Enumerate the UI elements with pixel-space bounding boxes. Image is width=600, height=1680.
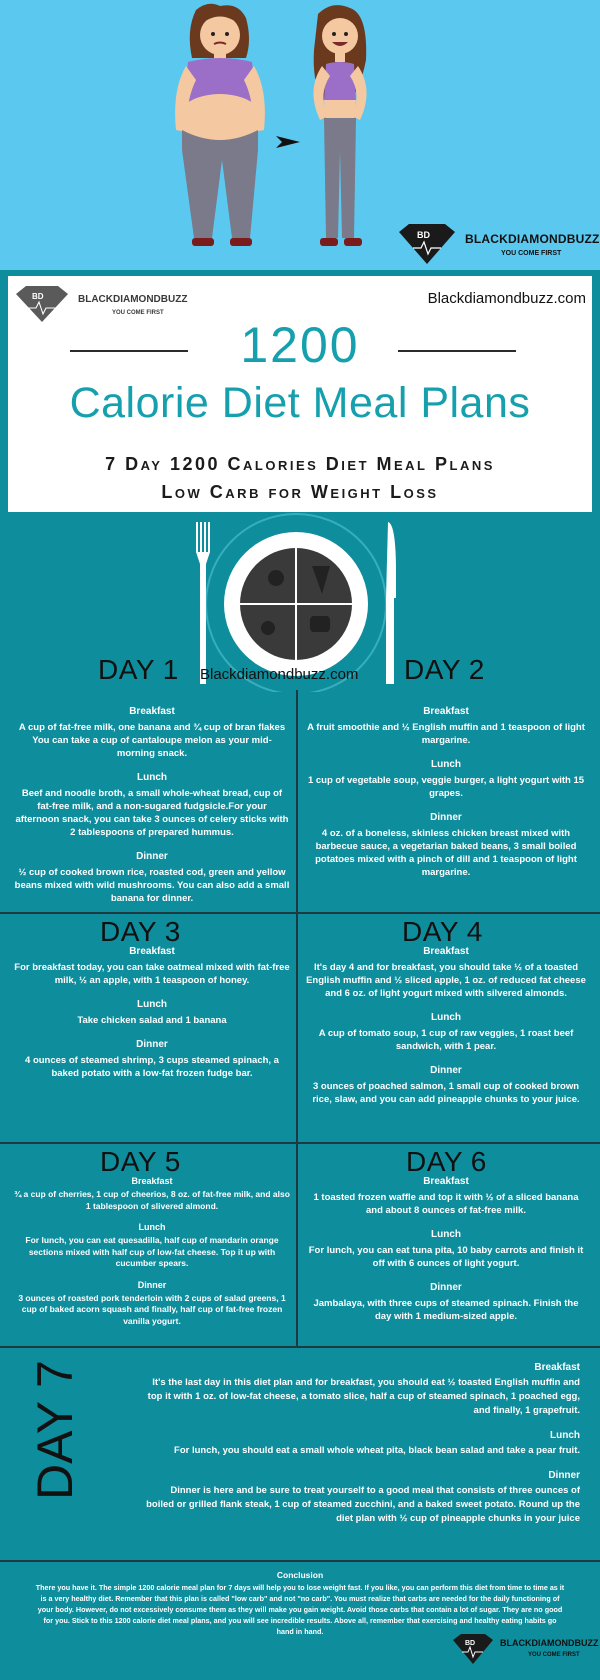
- meal-text: 4 ounces of steamed shrimp, 3 cups steamed spinach, a baked potato with a low-fat frozen fudge bar.: [25, 1055, 279, 1079]
- bread-icon: [261, 621, 275, 635]
- day-5-meals: [14, 1176, 290, 1337]
- conclusion: [10, 1570, 590, 1637]
- brand-tagline: YOU COME FIRST: [528, 1652, 580, 1658]
- subtitle-line-1: 7 Day 1200 Calories Diet Meal Plans: [105, 454, 495, 474]
- brand-tagline: YOU COME FIRST: [501, 250, 562, 257]
- meal-heading: Lunch: [550, 1430, 580, 1441]
- meal-heading: Breakfast: [423, 946, 469, 957]
- meal-text: 1 cup of vegetable soup, veggie burger, a light yogurt with 15 grapes.: [307, 775, 585, 799]
- brand-name: BLACKDIAMONDBUZZ: [465, 232, 600, 246]
- meal-text: For lunch, you can eat quesadilla, half cup of mandarin orange sections mixed with half cup of low-fat cheese. Top it up with cucumber spears.: [25, 1235, 279, 1268]
- site-url: Blackdiamondbuzz.com: [200, 666, 359, 683]
- brand-name: BLACKDIAMONDBUZZ: [500, 1638, 599, 1648]
- conclusion-text: There you have it. The simple 1200 calorie meal plan for 7 days will help you to lose weight fast. If you like, you can perform this diet from time to time as it is a very healthy diet. Remember that this plan is called "low carb" and not "no carb". You must realize that carbs are needed for the daily functioning of your body. However, do not excessively consume them as they will make you gain weight. Avoid those carbs that contain a lot of sugar. They are no good for you. Stick to this 1200 calorie diet meal plans, and you will see incredible results. Above all, remember that exercising and healthy eating habits go hand in hand.: [35, 1583, 565, 1636]
- day-1-title: DAY 1: [98, 654, 179, 685]
- meal-heading: Breakfast: [423, 1176, 469, 1187]
- page-title: Calorie Diet Meal Plans: [69, 379, 531, 427]
- footer-brand-logo: [450, 1630, 600, 1670]
- meal-heading: Lunch: [137, 772, 167, 783]
- meal-text: 1 toasted frozen waffle and top it with ½ of a sliced banana and about 8 ounces of fat-free milk.: [313, 1192, 579, 1216]
- meal-heading: Dinner: [136, 1039, 168, 1050]
- row-divider: [0, 1346, 600, 1348]
- day-6-title: DAY 6: [406, 1146, 487, 1177]
- meal-heading: Breakfast: [129, 706, 175, 717]
- row-divider: [0, 1142, 600, 1144]
- arrow-icon: [276, 136, 300, 148]
- diamond-logo-icon: [395, 222, 459, 266]
- conclusion-heading: Conclusion: [276, 1570, 324, 1580]
- before-figure: [175, 4, 265, 246]
- day-7-meals: [140, 1362, 580, 1538]
- meal-text: For lunch, you should eat a small whole wheat pita, black bean salad and take a pear fruit.: [174, 1445, 580, 1456]
- meal-text: Take chicken salad and 1 banana: [77, 1015, 227, 1026]
- brand-tagline: YOU COME FIRST: [112, 310, 164, 316]
- meal-heading: Breakfast: [131, 1176, 173, 1186]
- fruit-icon: [268, 570, 284, 586]
- after-figure: [313, 5, 366, 246]
- knife-icon: [386, 522, 396, 684]
- day-3-title: DAY 3: [100, 916, 181, 947]
- meal-heading: Lunch: [431, 759, 461, 770]
- hero-banner: [0, 0, 600, 270]
- meal-heading: Dinner: [430, 1282, 462, 1293]
- plate-illustration: [0, 512, 600, 692]
- brand-name: BLACKDIAMONDBUZZ: [78, 294, 188, 305]
- meal-text: It's the last day in this diet plan and for breakfast, you should eat ½ toasted English muffin and top it with 1 oz. of low-fat cheese, a tomato slice, half a cup of steamed spinach, 1 poached egg, and finally, 1 grapefruit.: [147, 1377, 580, 1416]
- meal-text: 4 oz. of a boneless, skinless chicken breast mixed with barbecue sauce, a vegetarian baked beans, 3 small boiled potatoes mixed with a pinch of dill and 1 teaspoon of light margarine.: [315, 828, 577, 878]
- meal-text: For breakfast today, you can take oatmeal mixed with fat-free milk, ½ an apple, with 1 teaspoon of honey.: [14, 962, 290, 986]
- meat-icon: [310, 616, 330, 632]
- meal-heading: Dinner: [137, 1279, 167, 1290]
- meal-text: Jambalaya, with three cups of steamed spinach. Finish the day with 1 medium-sized apple.: [313, 1298, 579, 1322]
- meal-heading: Lunch: [137, 999, 167, 1010]
- meal-text: Dinner is here and be sure to treat yourself to a good meal that consists of three ounces of boiled or grilled flank steak, 1 cup of steamed zucchini, and a baked sweet potato. Round up the diet plan with ½ cup of pineapple chunks in your juice: [146, 1485, 580, 1524]
- day-2-meals: [306, 706, 586, 891]
- svg-text:BD: BD: [465, 1640, 476, 1647]
- svg-text:BD: BD: [32, 292, 44, 301]
- meal-text: Beef and noodle broth, a small whole-wheat bread, cup of fat-free milk, and a non-sugared fudgsicle.For your afternoon snack, you can take 3 ounces of celery sticks with 2 tablespoons of prepared hummus.: [15, 788, 289, 838]
- day-1-meals: [14, 706, 290, 917]
- meal-heading: Lunch: [431, 1229, 461, 1240]
- diamond-logo-icon: [450, 1632, 496, 1666]
- meal-text: For lunch, you can eat tuna pita, 10 baby carrots and finish it off with 6 ounces of light yogurt.: [308, 1245, 584, 1269]
- meal-text: A fruit smoothie and ½ English muffin and 1 teaspoon of light margarine.: [307, 722, 585, 746]
- site-url: Blackdiamondbuzz.com: [427, 290, 586, 307]
- meal-heading: Lunch: [138, 1222, 166, 1232]
- day-2-title: DAY 2: [404, 654, 485, 685]
- day-6-meals: [306, 1176, 586, 1335]
- meal-text: It's day 4 and for breakfast, you should take ½ of a toasted English muffin and ½ sliced apple, 1 oz. of reduced fat cheese and 6 oz. of light yogurt mixed with silvered almonds.: [306, 962, 586, 999]
- meal-text: A cup of tomato soup, 1 cup of raw veggies, 1 roast beef sandwich, with 1 pear.: [318, 1028, 574, 1052]
- day-5-title: DAY 5: [100, 1146, 181, 1177]
- meal-heading: Dinner: [548, 1470, 580, 1481]
- meal-heading: Breakfast: [534, 1362, 580, 1373]
- svg-text:BD: BD: [417, 230, 430, 240]
- meal-heading: Lunch: [431, 1012, 461, 1023]
- subtitle-line-2: Low Carb for Weight Loss: [161, 482, 439, 502]
- meal-text: ¾ a cup of cherries, 1 cup of cheerios, 8 oz. of fat-free milk, and also 1 tablespoon of slivered almond.: [14, 1189, 290, 1211]
- meal-heading: Breakfast: [129, 946, 175, 957]
- day-7-title: DAY 7: [27, 1360, 83, 1500]
- meal-heading: Dinner: [430, 812, 462, 823]
- column-divider: [296, 690, 298, 1348]
- day-3-meals: [14, 946, 290, 1092]
- meal-heading: Breakfast: [423, 706, 469, 717]
- row-divider: [0, 1560, 600, 1562]
- calorie-number: 1200: [240, 317, 360, 373]
- fork-icon: [196, 522, 210, 684]
- meal-text: ½ cup of cooked brown rice, roasted cod, green and yellow beans mixed with wild mushrooms. You can also add a small banana for dinner.: [14, 867, 290, 904]
- meal-text: 3 ounces of poached salmon, 1 small cup of cooked brown rice, slaw, and you can add pineapple chunks to your juice.: [312, 1081, 580, 1105]
- meal-heading: Dinner: [430, 1065, 462, 1076]
- meal-text: A cup of fat-free milk, one banana and ¾ cup of bran flakes You can take a cup of cantaloupe melon as your mid-morning snack.: [18, 722, 286, 759]
- hero-brand-logo: [395, 222, 600, 266]
- day-4-title: DAY 4: [402, 916, 483, 947]
- meal-heading: Dinner: [136, 851, 168, 862]
- diamond-logo-icon: [12, 284, 72, 324]
- day-4-meals: [306, 946, 586, 1118]
- meal-text: 3 ounces of roasted pork tenderloin with 2 cups of salad greens, 1 cup of baked acorn squash and finally, half cup of fat-free frozen vanilla yogurt.: [18, 1292, 286, 1326]
- poster-header: [0, 270, 600, 512]
